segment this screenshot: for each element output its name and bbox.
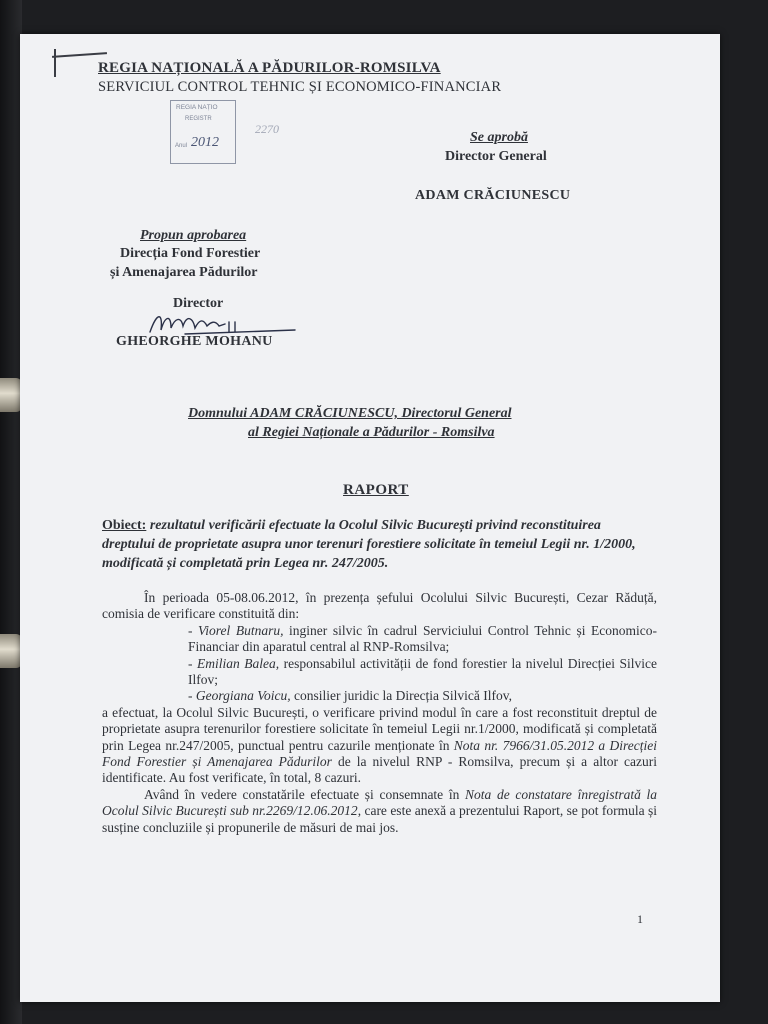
paragraph-3-reference: Nota de constatare înregistrată la Ocolul Silvic București sub nr.2269/12.06.2012 <box>102 786 657 819</box>
paragraph-3-a: Având în vedere constatările efectuate și consemnate în <box>144 786 466 802</box>
report-body <box>102 590 657 836</box>
member-3-name: - Georgiana Voicu, <box>188 688 291 704</box>
object-text: rezultatul verificării efectuate la Ocolul Silvic București privind reconstituirea dreptului de proprietate asupra unor terenuri forestiere solicitate în temeiul Legii nr. 1/2000, modificată și completată prin Legea nr. 247/2005. <box>102 518 636 571</box>
addressee-line1: Domnului ADAM CRĂCIUNESCU, Directorul General <box>188 406 512 421</box>
paragraph-3 <box>102 787 657 836</box>
member-2-name: - Emilian Balea, <box>188 655 280 671</box>
member-1-role: inginer silvic în cadrul Serviciului Control Tehnic și Economico-Financiar din aparatul central al RNP-Romsilva; <box>188 622 657 655</box>
proposal-label: Propun aprobarea <box>140 228 247 243</box>
paragraph-2-reference: Nota nr. 7966/31.05.2012 a Direcției Fond Forestier și Amenajarea Pădurilor <box>102 737 657 770</box>
approval-label: Se aprobă <box>470 130 528 145</box>
stamp-line-3: Anul <box>175 143 188 149</box>
pen-mark-dash <box>52 52 107 58</box>
commission-member-2 <box>102 656 657 689</box>
commission-member-3 <box>102 688 657 704</box>
registry-stamp <box>170 100 236 164</box>
stamp-line-1: REGIA NAȚIO <box>176 104 218 111</box>
binder-edge <box>0 0 22 1024</box>
paragraph-3-b: , care este anexă a prezentului Raport, se pot formula și susține concluziile și propunerile de măsuri de mai jos. <box>102 803 657 835</box>
stamp-year: 2012 <box>191 135 219 150</box>
member-1-name: - Viorel Butnaru, <box>188 622 284 638</box>
header-organization: REGIA NAȚIONALĂ A PĂDURILOR-ROMSILVA <box>98 60 441 76</box>
commission-member-1 <box>102 623 657 656</box>
binder-ring-lower <box>0 634 22 668</box>
pen-mark <box>54 49 56 77</box>
proposal-department-line2: și Amenajarea Pădurilor <box>110 265 258 280</box>
document-page <box>20 34 720 1002</box>
director-label: Director <box>173 296 224 311</box>
paragraph-2-a: a efectuat, la Ocolul Silvic București, o verificare privind modul în care a fost reconstituit dreptul de proprietate asupra terenurilor forestiere solicitate în temeiul Legii nr.1/2000, modificată și completată prin Legea nr.247/2005, punctual pentru cazurile menționate în <box>102 704 657 753</box>
paragraph-1: În perioada 05-08.06.2012, în prezența șefului Ocolului Silvic București, Cezar Răduță, comisia de verificare constituită din: <box>102 590 657 622</box>
member-3-role: consilier juridic la Direcția Silvică Ilfov, <box>290 688 513 704</box>
report-title: RAPORT <box>343 482 409 498</box>
proposal-department-line1: Direcția Fond Forestier <box>120 246 261 261</box>
report-object <box>102 516 657 573</box>
director-name: GHEORGHE MOHANU <box>116 334 273 349</box>
page-number: 1 <box>637 912 643 926</box>
paragraph-2-b: de la nivelul RNP - Romsilva, precum și a altor cazuri identificate. Au fost verificate, în total, 8 cazuri. <box>102 754 657 786</box>
object-label: Obiect: <box>102 518 147 533</box>
addressee-line2: al Regiei Naționale a Pădurilor - Romsilva <box>248 425 495 440</box>
handwritten-registry-number: 2270 <box>255 122 279 136</box>
approval-name: ADAM CRĂCIUNESCU <box>415 188 571 203</box>
header-service: SERVICIUL CONTROL TEHNIC ȘI ECONOMICO-FINANCIAR <box>98 79 502 95</box>
approval-role: Director General <box>445 149 547 164</box>
binder-ring-upper <box>0 378 22 412</box>
paragraph-2 <box>102 705 657 787</box>
member-2-role: responsabilul activității de fond forestier la nivelul Direcției Silvice Ilfov; <box>188 655 657 688</box>
stamp-line-2: REGISTR <box>185 116 212 122</box>
